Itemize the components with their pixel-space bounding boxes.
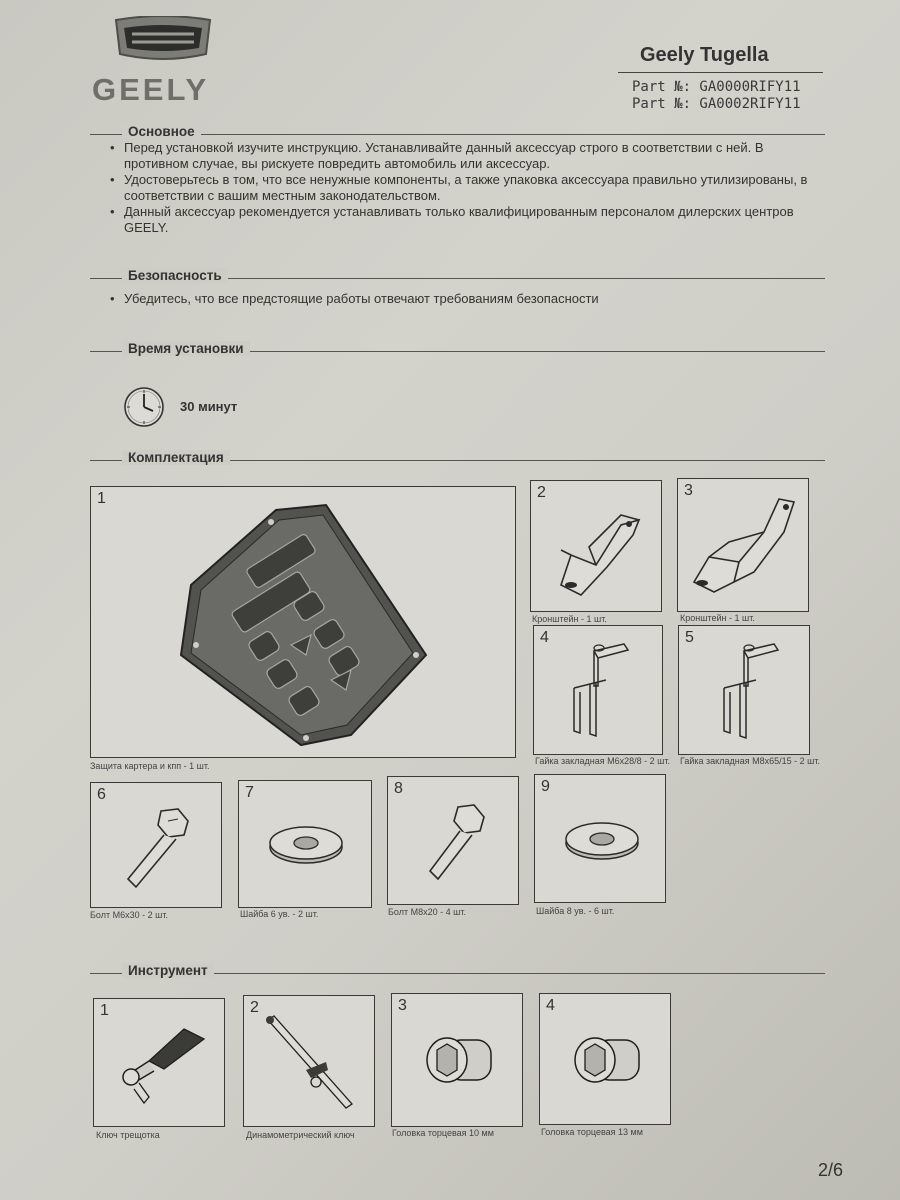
kit-item-5 xyxy=(678,625,810,755)
tool-item-number: 4 xyxy=(546,997,555,1014)
tool-item-1 xyxy=(93,998,225,1127)
tool-item-4 xyxy=(539,993,671,1125)
part-number-1: Part №: GA0000RIFY11 xyxy=(632,79,801,95)
bracket-icon xyxy=(541,495,651,605)
ratchet-icon xyxy=(104,1019,219,1119)
install-time-value: 30 минут xyxy=(180,399,238,414)
torque-wrench-icon xyxy=(256,1012,366,1117)
tool-item-caption: Головка торцевая 10 мм xyxy=(392,1128,494,1138)
insert-nut-icon xyxy=(554,636,644,746)
basic-item: • Перед установкой изучите инструкцию. Устанавливайте данный аксессуар строго в соответствии с ней. В противном случае, вы рискуете повредить автомобиль или аксессуар. xyxy=(110,140,815,172)
kit-item-number: 8 xyxy=(394,780,403,797)
kit-item-number: 6 xyxy=(97,786,106,803)
basic-item: • Данный аксессуар рекомендуется устанавливать только квалифицированным персоналом дилерских центров GEELY. xyxy=(110,204,815,236)
kit-item-number: 3 xyxy=(684,482,693,499)
kit-item-2 xyxy=(530,480,662,612)
section-tools-title: Инструмент xyxy=(122,963,214,978)
kit-item-caption: Гайка закладная М8х65/15 - 2 шт. xyxy=(680,756,820,766)
kit-item-caption: Болт М8х20 - 4 шт. xyxy=(388,907,466,917)
section-time-header xyxy=(90,341,825,361)
geely-emblem-icon xyxy=(112,16,214,66)
section-tools-header xyxy=(90,963,825,983)
tool-item-caption: Динамометрический ключ xyxy=(246,1130,355,1140)
header-rule xyxy=(618,72,823,73)
washer-icon xyxy=(264,811,349,881)
kit-item-caption: Болт М6х30 - 2 шт. xyxy=(90,910,168,920)
skid-plate-icon xyxy=(151,495,441,750)
kit-item-number: 4 xyxy=(540,629,549,646)
section-safety-title: Безопасность xyxy=(122,268,228,283)
kit-item-caption: Кронштейн - 1 шт. xyxy=(680,613,755,623)
kit-item-number: 7 xyxy=(245,784,254,801)
tool-item-2 xyxy=(243,995,375,1127)
socket-icon xyxy=(565,1022,650,1097)
kit-item-8 xyxy=(387,776,519,905)
section-time-title: Время установки xyxy=(122,341,250,356)
kit-item-3 xyxy=(677,478,809,612)
section-kit-title: Комплектация xyxy=(122,450,230,465)
basic-item: • Удостоверьтесь в том, что все ненужные компоненты, а также упаковка аксессуара правильно утилизированы, в соответствии с вашим местным законодательством. xyxy=(110,172,815,204)
bracket-icon xyxy=(684,487,802,605)
basic-list xyxy=(110,140,815,236)
washer-icon xyxy=(560,807,645,877)
clock-icon xyxy=(122,385,166,429)
kit-item-6 xyxy=(90,782,222,908)
page-number: 2/6 xyxy=(818,1160,844,1180)
bolt-icon xyxy=(116,801,206,896)
tool-item-3 xyxy=(391,993,523,1127)
kit-item-caption: Шайба 6 ув. - 2 шт. xyxy=(240,909,319,919)
kit-item-caption: Защита картера и кпп - 1 шт. xyxy=(90,761,210,771)
tool-item-number: 3 xyxy=(398,997,407,1014)
kit-item-9 xyxy=(534,774,666,903)
section-basic-title: Основное xyxy=(122,124,201,139)
section-safety-header xyxy=(90,268,825,288)
brand-logo-text: GEELY xyxy=(92,72,210,107)
safety-list xyxy=(110,291,810,307)
tool-item-number: 2 xyxy=(250,999,259,1016)
tool-item-caption: Ключ трещотка xyxy=(96,1130,160,1140)
part-number-2: Part №: GA0002RIFY11 xyxy=(632,96,801,112)
section-kit-header xyxy=(90,450,825,470)
kit-item-number: 2 xyxy=(537,484,546,501)
kit-item-number: 9 xyxy=(541,778,550,795)
kit-item-caption: Гайка закладная М6х28/8 - 2 шт. xyxy=(535,756,670,766)
model-title: Geely Tugella xyxy=(640,44,769,66)
socket-icon xyxy=(417,1022,502,1097)
kit-item-caption: Кронштейн - 1 шт. xyxy=(532,614,607,624)
kit-item-7 xyxy=(238,780,372,908)
safety-item: • Убедитесь, что все предстоящие работы отвечают требованиям безопасности xyxy=(110,291,810,307)
kit-item-1 xyxy=(90,486,516,758)
tool-item-number: 1 xyxy=(100,1002,109,1019)
kit-item-4 xyxy=(533,625,663,755)
kit-item-number: 1 xyxy=(97,490,106,507)
kit-item-number: 5 xyxy=(685,629,694,646)
kit-item-caption: Шайба 8 ув. - 6 шт. xyxy=(536,906,615,916)
bolt-icon xyxy=(418,799,498,889)
insert-nut-icon xyxy=(704,636,794,748)
tool-item-caption: Головка торцевая 13 мм xyxy=(541,1127,643,1137)
